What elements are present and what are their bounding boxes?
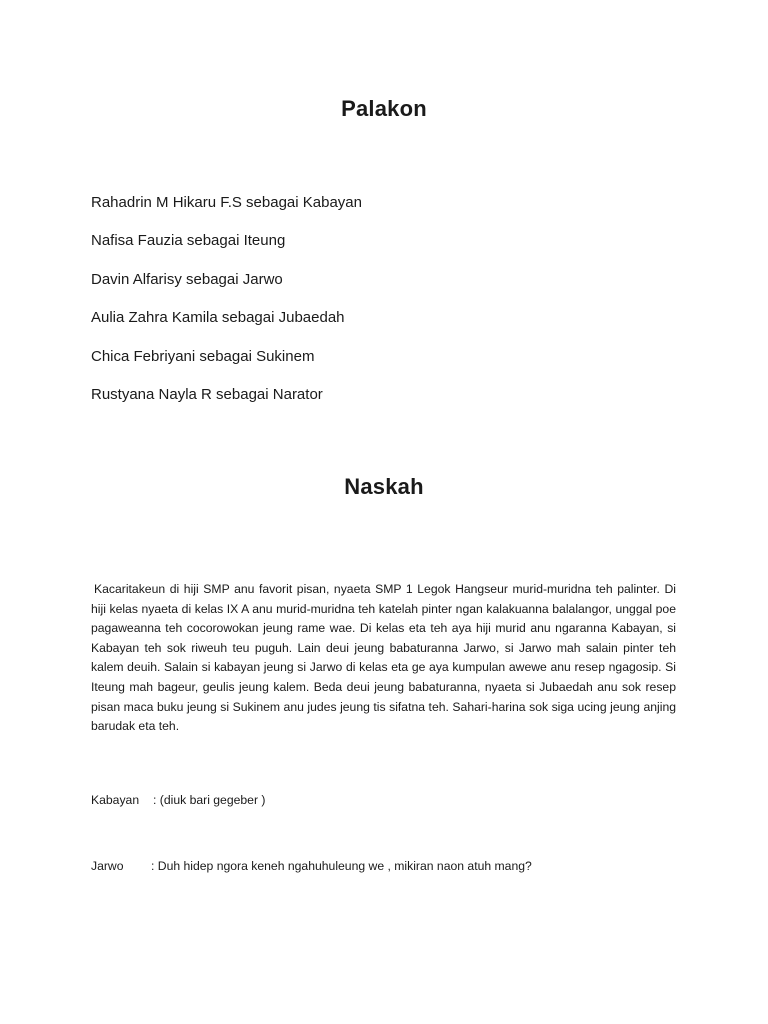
naskah-heading: Naskah [344, 474, 424, 499]
cast-item: Rustyana Nayla R sebagai Narator [91, 385, 323, 403]
cast-item: Nafisa Fauzia sebagai Iteung [91, 232, 286, 250]
speaker-name: Kabayan [91, 793, 140, 807]
palakon-heading: Palakon [341, 96, 427, 121]
dialogue-text: : (diuk bari gegeber ) [153, 793, 266, 807]
dialogue-text: : Duh hidep ngora keneh ngahuhuleung we , mikiran naon atuh mang? [151, 859, 532, 873]
narration-paragraph: Kacaritakeun di hiji SMP anu favorit pisan, nyaeta SMP 1 Legok Hangseur murid-muridna teh palinter. Di hiji kelas nyaeta di kelas IX A anu murid-muridna teh katelah pinter ngan kalakuanna balalangor, unggal poe pagaweanna teh cocorowokan jeung rame wae. Di kelas eta teh aya hiji murid anu ngaranna Kabayan, si Kabayan teh sok riweuh teu puguh. Lain deui jeung babaturanna Jarwo, si Jarwo mah salain pinter teh kalem deuih. Salain si kabayan jeung si Jarwo di kelas eta ge aya kumpulan awewe anu resep ngagosip. Si Iteung mah bageur, geulis jeung kalem. Beda deui jeung babaturanna, nyaeta si Jubaedah anu sok resep pisan maca buku jeung si Sukinem anu judes jeung tis sifatna teh. Sahari-harina sok siga ucing jeung anjing barudak eta teh. [91, 582, 676, 734]
cast-list [91, 193, 362, 423]
cast-item: Davin Alfarisy sebagai Jarwo [91, 270, 283, 288]
dialogue-line [91, 858, 532, 874]
cast-item: Chica Febriyani sebagai Sukinem [91, 347, 315, 365]
cast-item: Aulia Zahra Kamila sebagai Jubaedah [91, 309, 345, 327]
cast-item: Rahadrin M Hikaru F.S sebagai Kabayan [91, 194, 362, 211]
dialogue-line [91, 792, 265, 808]
speaker-name: Jarwo [91, 859, 124, 873]
